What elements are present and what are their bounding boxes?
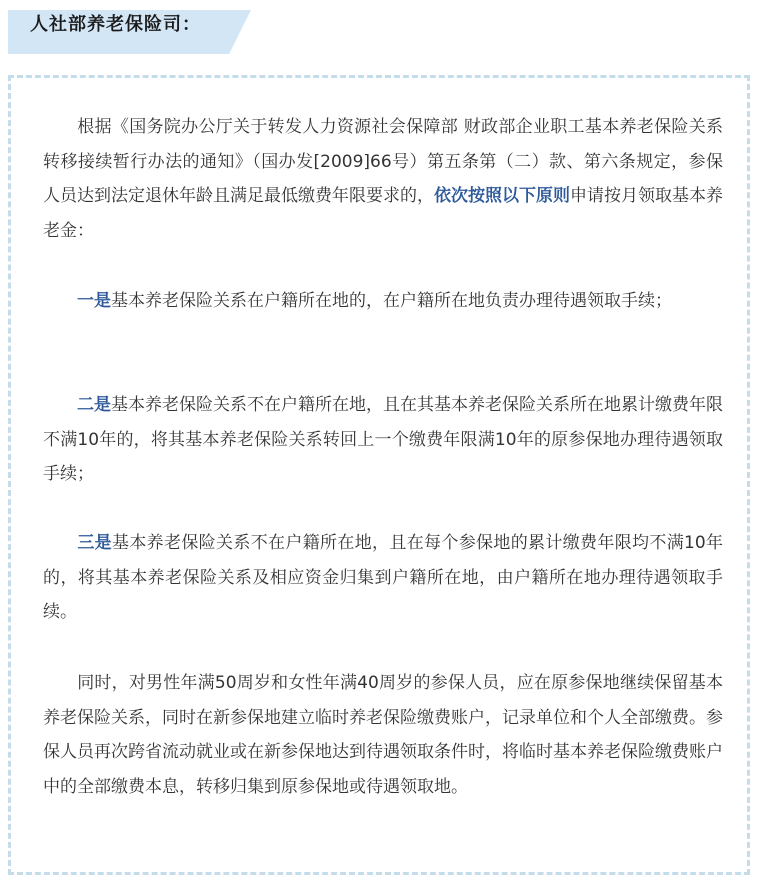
paragraph-intro	[43, 110, 723, 248]
rule-one-label: 一是	[77, 291, 111, 311]
intro-text-end: 申请按月领取基本养老金：	[43, 186, 723, 241]
paragraph-supplement	[43, 666, 723, 804]
paragraph-rule-three	[43, 526, 723, 630]
paragraph-rule-two	[43, 388, 723, 492]
rule-two-label: 二是	[77, 395, 111, 415]
rule-three-label: 三是	[77, 533, 113, 553]
rule-three-text: 基本养老保险关系不在户籍所在地，且在每个参保地的累计缴费年限均不满10年的，将其基本养老保险关系及相应资金归集到户籍所在地，由户籍所在地办理待遇领取手续。	[43, 533, 724, 622]
supplement-text: 同时，对男性年满50周岁和女性年满40周岁的参保人员，应在原参保地继续保留基本养老保险关系，同时在新参保地建立临时养老保险缴费账户，记录单位和个人全部缴费。参保人员再次跨省流动就业或在新参保地达到待遇领取条件时，将临时基本养老保险缴费账户中的全部缴费本息，转移归集到原参保地或待遇领取地。	[43, 673, 723, 797]
intro-highlight: 依次按照以下原则	[434, 186, 570, 206]
rule-two-text: 基本养老保险关系不在户籍所在地，且在其基本养老保险关系所在地累计缴费年限不满10年的，将其基本养老保险关系转回上一个缴费年限满10年的原参保地办理待遇领取手续；	[43, 395, 723, 484]
content-box	[8, 75, 750, 875]
rule-one-text: 基本养老保险关系在户籍所在地的，在户籍所在地负责办理待遇领取手续；	[111, 291, 672, 311]
paragraph-rule-one	[43, 284, 723, 319]
section-title: 人社部养老保险司：	[30, 14, 201, 35]
intro-text: 根据《国务院办公厅关于转发人力资源社会保障部 财政部企业职工基本养老保险关系转移接续暂行办法的通知》（国办发[2009]66号）第五条第（二）款、第六条规定，参保人员达到法定退休年龄且满足最低缴费年限要求的，	[43, 117, 723, 206]
